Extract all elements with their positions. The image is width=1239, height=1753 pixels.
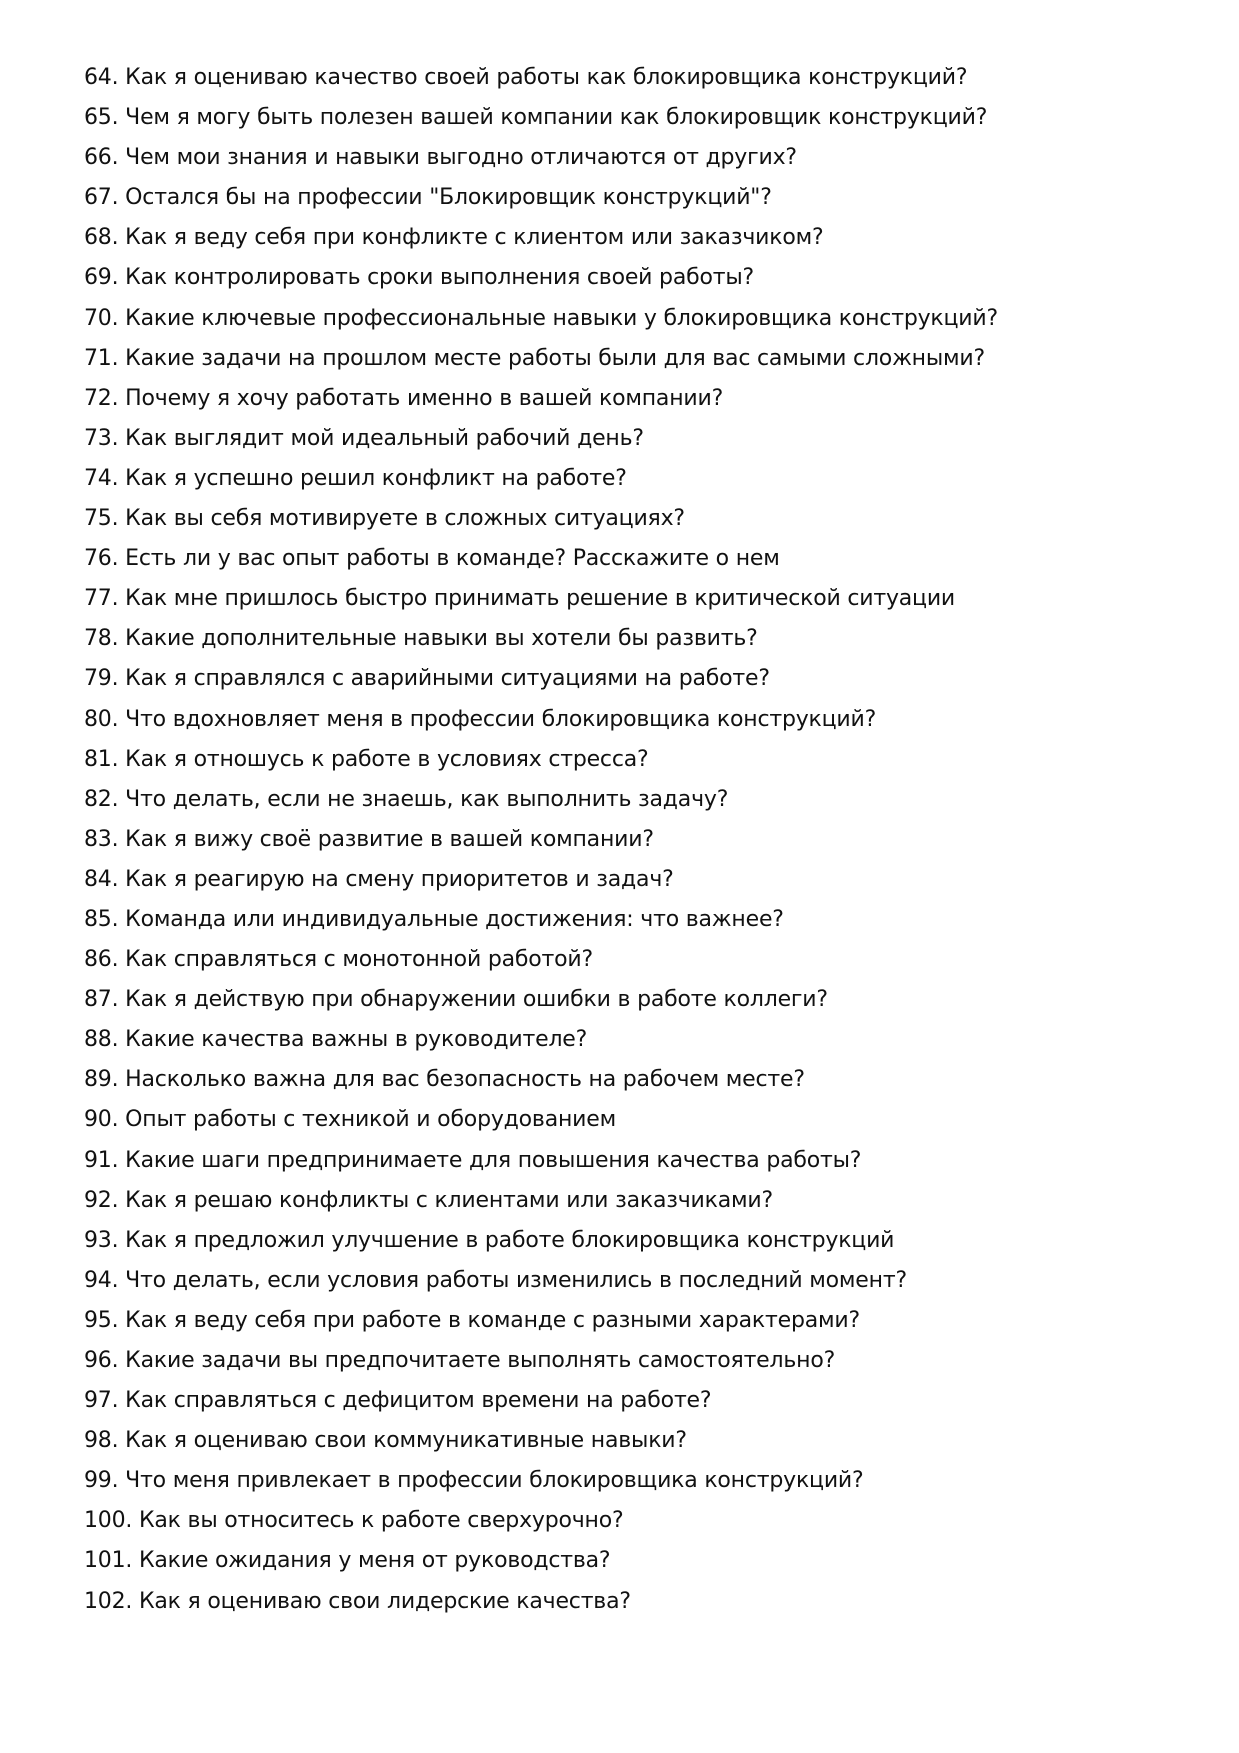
question-item: 74. Как я успешно решил конфликт на работе? — [84, 465, 627, 491]
question-item: 90. Опыт работы с техникой и оборудованием — [84, 1107, 616, 1133]
question-item: 73. Как выглядит мой идеальный рабочий день? — [84, 425, 644, 451]
question-item: 70. Какие ключевые профессиональные навыки у блокировщика конструкций? — [84, 305, 998, 331]
question-item: 100. Как вы относитесь к работе сверхурочно? — [84, 1508, 624, 1534]
question-item: 79. Как я справлялся с аварийными ситуациями на работе? — [84, 666, 770, 692]
question-item: 86. Как справляться с монотонной работой? — [84, 947, 593, 973]
question-item: 87. Как я действую при обнаружении ошибки в работе коллеги? — [84, 987, 828, 1013]
question-item: 101. Какие ожидания у меня от руководства? — [84, 1548, 611, 1574]
question-item: 102. Как я оцениваю свои лидерские качества? — [84, 1588, 631, 1614]
question-item: 94. Что делать, если условия работы изменились в последний момент? — [84, 1267, 907, 1293]
question-item: 98. Как я оцениваю свои коммуникативные навыки? — [84, 1428, 687, 1454]
question-item: 64. Как я оцениваю качество своей работы как блокировщика конструкций? — [84, 65, 968, 90]
question-item: 96. Какие задачи вы предпочитаете выполнять самостоятельно? — [84, 1348, 836, 1373]
question-item: 89. Насколько важна для вас безопасность на рабочем месте? — [84, 1067, 805, 1093]
question-item: 82. Что делать, если не знаешь, как выполнить задачу? — [84, 786, 729, 812]
question-item: 95. Как я веду себя при работе в команде с разными характерами? — [84, 1307, 860, 1333]
question-item: 78. Какие дополнительные навыки вы хотели бы развить? — [84, 626, 758, 652]
question-item: 66. Чем мои знания и навыки выгодно отличаются от других? — [84, 145, 797, 171]
question-item: 92. Как я решаю конфликты с клиентами или заказчиками? — [84, 1187, 773, 1213]
question-item: 91. Какие шаги предпринимаете для повышения качества работы? — [84, 1147, 862, 1173]
question-item: 99. Что меня привлекает в профессии блокировщика конструкций? — [84, 1468, 864, 1494]
question-item: 83. Как я вижу своё развитие в вашей компании? — [84, 826, 654, 852]
question-item: 68. Как я веду себя при конфликте с клиентом или заказчиком? — [84, 225, 824, 251]
question-item: 93. Как я предложил улучшение в работе блокировщика конструкций — [84, 1227, 895, 1253]
question-item: 72. Почему я хочу работать именно в вашей компании? — [84, 385, 724, 411]
question-item: 81. Как я отношусь к работе в условиях стресса? — [84, 746, 649, 772]
question-item: 71. Какие задачи на прошлом месте работы были для вас самыми сложными? — [84, 345, 986, 371]
question-item: 80. Что вдохновляет меня в профессии блокировщика конструкций? — [84, 706, 877, 732]
question-item: 85. Команда или индивидуальные достижения: что важнее? — [84, 906, 784, 932]
question-item: 69. Как контролировать сроки выполнения своей работы? — [84, 265, 754, 291]
question-item: 67. Остался бы на профессии "Блокировщик конструкций"? — [84, 185, 772, 211]
question-list — [84, 58, 1184, 1622]
question-item: 65. Чем я могу быть полезен вашей компании как блокировщик конструкций? — [84, 105, 988, 131]
question-item: 97. Как справляться с дефицитом времени на работе? — [84, 1388, 712, 1414]
question-item: 88. Какие качества важны в руководителе? — [84, 1027, 588, 1053]
question-item: 76. Есть ли у вас опыт работы в команде? Расскажите о нем — [84, 546, 780, 572]
question-item: 75. Как вы себя мотивируете в сложных ситуациях? — [84, 506, 685, 532]
question-item: 77. Как мне пришлось быстро принимать решение в критической ситуации — [84, 586, 956, 612]
question-item: 84. Как я реагирую на смену приоритетов и задач? — [84, 866, 674, 892]
